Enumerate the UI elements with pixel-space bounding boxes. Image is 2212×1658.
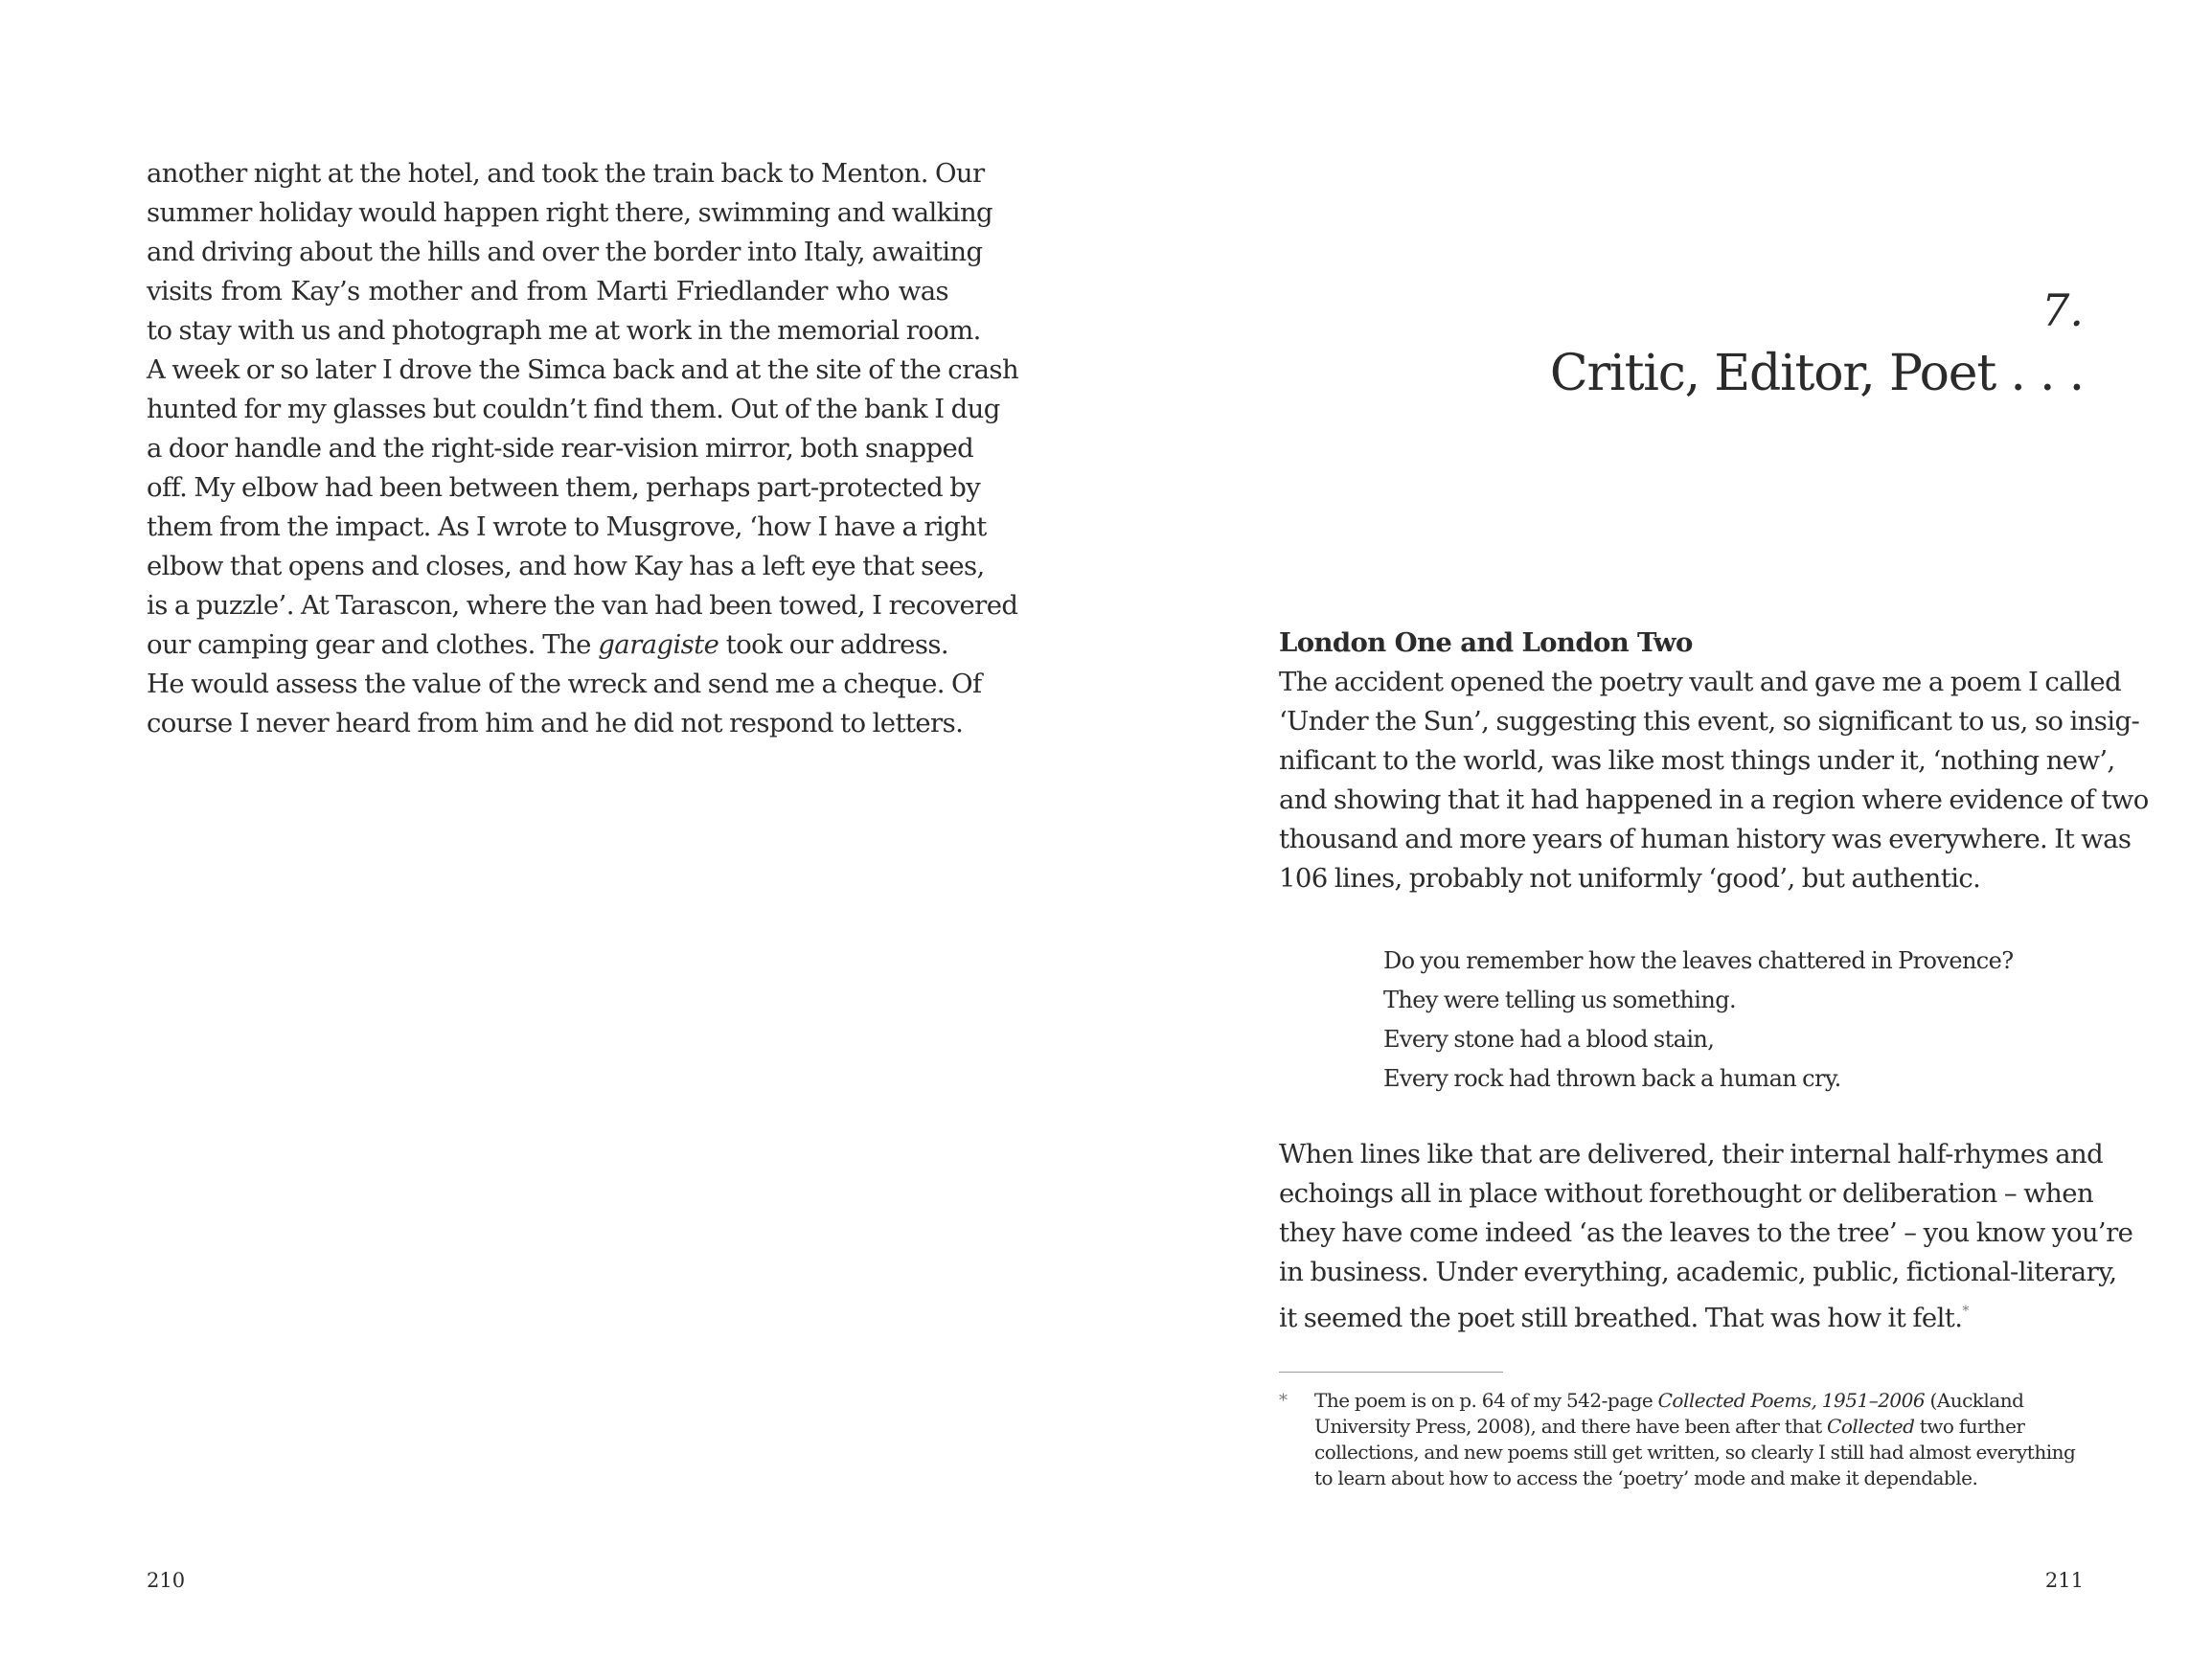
right-paragraph-1 (1279, 663, 2149, 898)
body-line: echoings all in place without forethought or deliberation – when (1279, 1178, 2094, 1209)
left-body-text (147, 154, 1019, 743)
footnote-marker: * (1279, 1391, 1288, 1411)
chapter-title: Critic, Editor, Poet . . . (1549, 345, 2084, 402)
body-line: thousand and more years of human history was everywhere. It was (1279, 824, 2132, 854)
body-line: He would assess the value of the wreck and send me a cheque. Of (147, 669, 982, 699)
footnote-text: The poem is on p. 64 of my 542-page (1314, 1389, 1658, 1412)
body-line: When lines like that are delivered, their internal half-rhymes and (1279, 1139, 2104, 1170)
body-line-start: our camping gear and clothes. The (147, 629, 599, 660)
body-line: hunted for my glasses but couldn’t find them. Out of the bank I dug (147, 394, 1000, 424)
body-line: elbow that opens and closes, and how Kay has a left eye that sees, (147, 551, 985, 581)
footnote-divider (1279, 1372, 1503, 1373)
body-line-with-footnote-ref (1279, 1292, 2080, 1338)
body-line: visits from Kay’s mother and from Marti Friedlander who was (147, 276, 948, 307)
body-line: a door handle and the right-side rear-vision mirror, both snapped (147, 433, 974, 464)
body-line: off. My elbow had been between them, perhaps part-protected by (147, 472, 981, 503)
page-number-right: 211 (2044, 1569, 2084, 1592)
right-page (1106, 0, 2212, 1658)
body-line: they have come indeed ‘as the leaves to the tree’ – you know you’re (1279, 1217, 2133, 1248)
body-line: The accident opened the poetry vault and gave me a poem I called (1279, 667, 2122, 697)
body-line: course I never heard from him and he did not respond to letters. (147, 708, 964, 738)
body-line: is a puzzle’. At Tarascon, where the van had been towed, I recovered (147, 590, 1018, 621)
body-line-text: it seemed the poet still breathed. That was how it felt. (1279, 1303, 1963, 1333)
footnote-italic-title: Collected Poems, 1951–2006 (1657, 1389, 1926, 1412)
poem-line: Every stone had a blood stain, (1383, 1026, 1715, 1053)
body-line: A week or so later I drove the Simca back and at the site of the crash (147, 354, 1019, 385)
body-line-tail: took our address. (718, 629, 949, 660)
poem-line: Every rock had thrown back a human cry. (1383, 1065, 1841, 1092)
footnote-body (1314, 1388, 2081, 1491)
footnote-line: to learn about how to access the ‘poetry’ mode and make it dependable. (1314, 1466, 1978, 1489)
section-heading: London One and London Two (1279, 627, 1693, 658)
footnote-italic-title: Collected (1827, 1415, 1915, 1438)
body-line: and showing that it had happened in a region where evidence of two (1279, 784, 2149, 815)
body-line: another night at the hotel, and took the train back to Menton. Our (147, 158, 985, 189)
footnote-line (1314, 1388, 2081, 1414)
poem-quote (1383, 942, 2014, 1099)
page-number-left: 210 (147, 1569, 186, 1592)
body-line-with-italic (147, 625, 948, 665)
body-line: summer holiday would happen right there, swimming and walking (147, 197, 993, 228)
body-line: to stay with us and photograph me at work in the memorial room. (147, 315, 981, 346)
body-line: in business. Under everything, academic, public, fictional-literary, (1279, 1257, 2117, 1287)
poem-line: Do you remember how the leaves chattered in Provence? (1383, 947, 2014, 974)
footnote-reference[interactable]: * (1962, 1304, 1970, 1319)
footnote-text: University Press, 2008), and there have been after that (1314, 1415, 1828, 1438)
poem-line: They were telling us something. (1383, 987, 1736, 1013)
footnote-text: (Auckland (1925, 1389, 2024, 1412)
body-line: them from the impact. As I wrote to Musgrove, ‘how I have a right (147, 511, 987, 542)
footnote-line (1314, 1414, 2081, 1440)
footnote-text: two further (1914, 1415, 2025, 1438)
body-line: ‘Under the Sun’, suggesting this event, so significant to us, so insig- (1279, 706, 2140, 737)
body-line: nificant to the world, was like most things under it, ‘nothing new’, (1279, 745, 2115, 776)
footnote-line: collections, and new poems still get written, so clearly I still had almost everything (1314, 1441, 2076, 1464)
right-paragraph-2 (1279, 1135, 2133, 1338)
body-line: 106 lines, probably not uniformly ‘good’, but authentic. (1279, 863, 1981, 894)
body-line: and driving about the hills and over the border into Italy, awaiting (147, 237, 983, 267)
chapter-number: 7. (2041, 284, 2084, 336)
italic-word: garagiste (598, 629, 719, 660)
